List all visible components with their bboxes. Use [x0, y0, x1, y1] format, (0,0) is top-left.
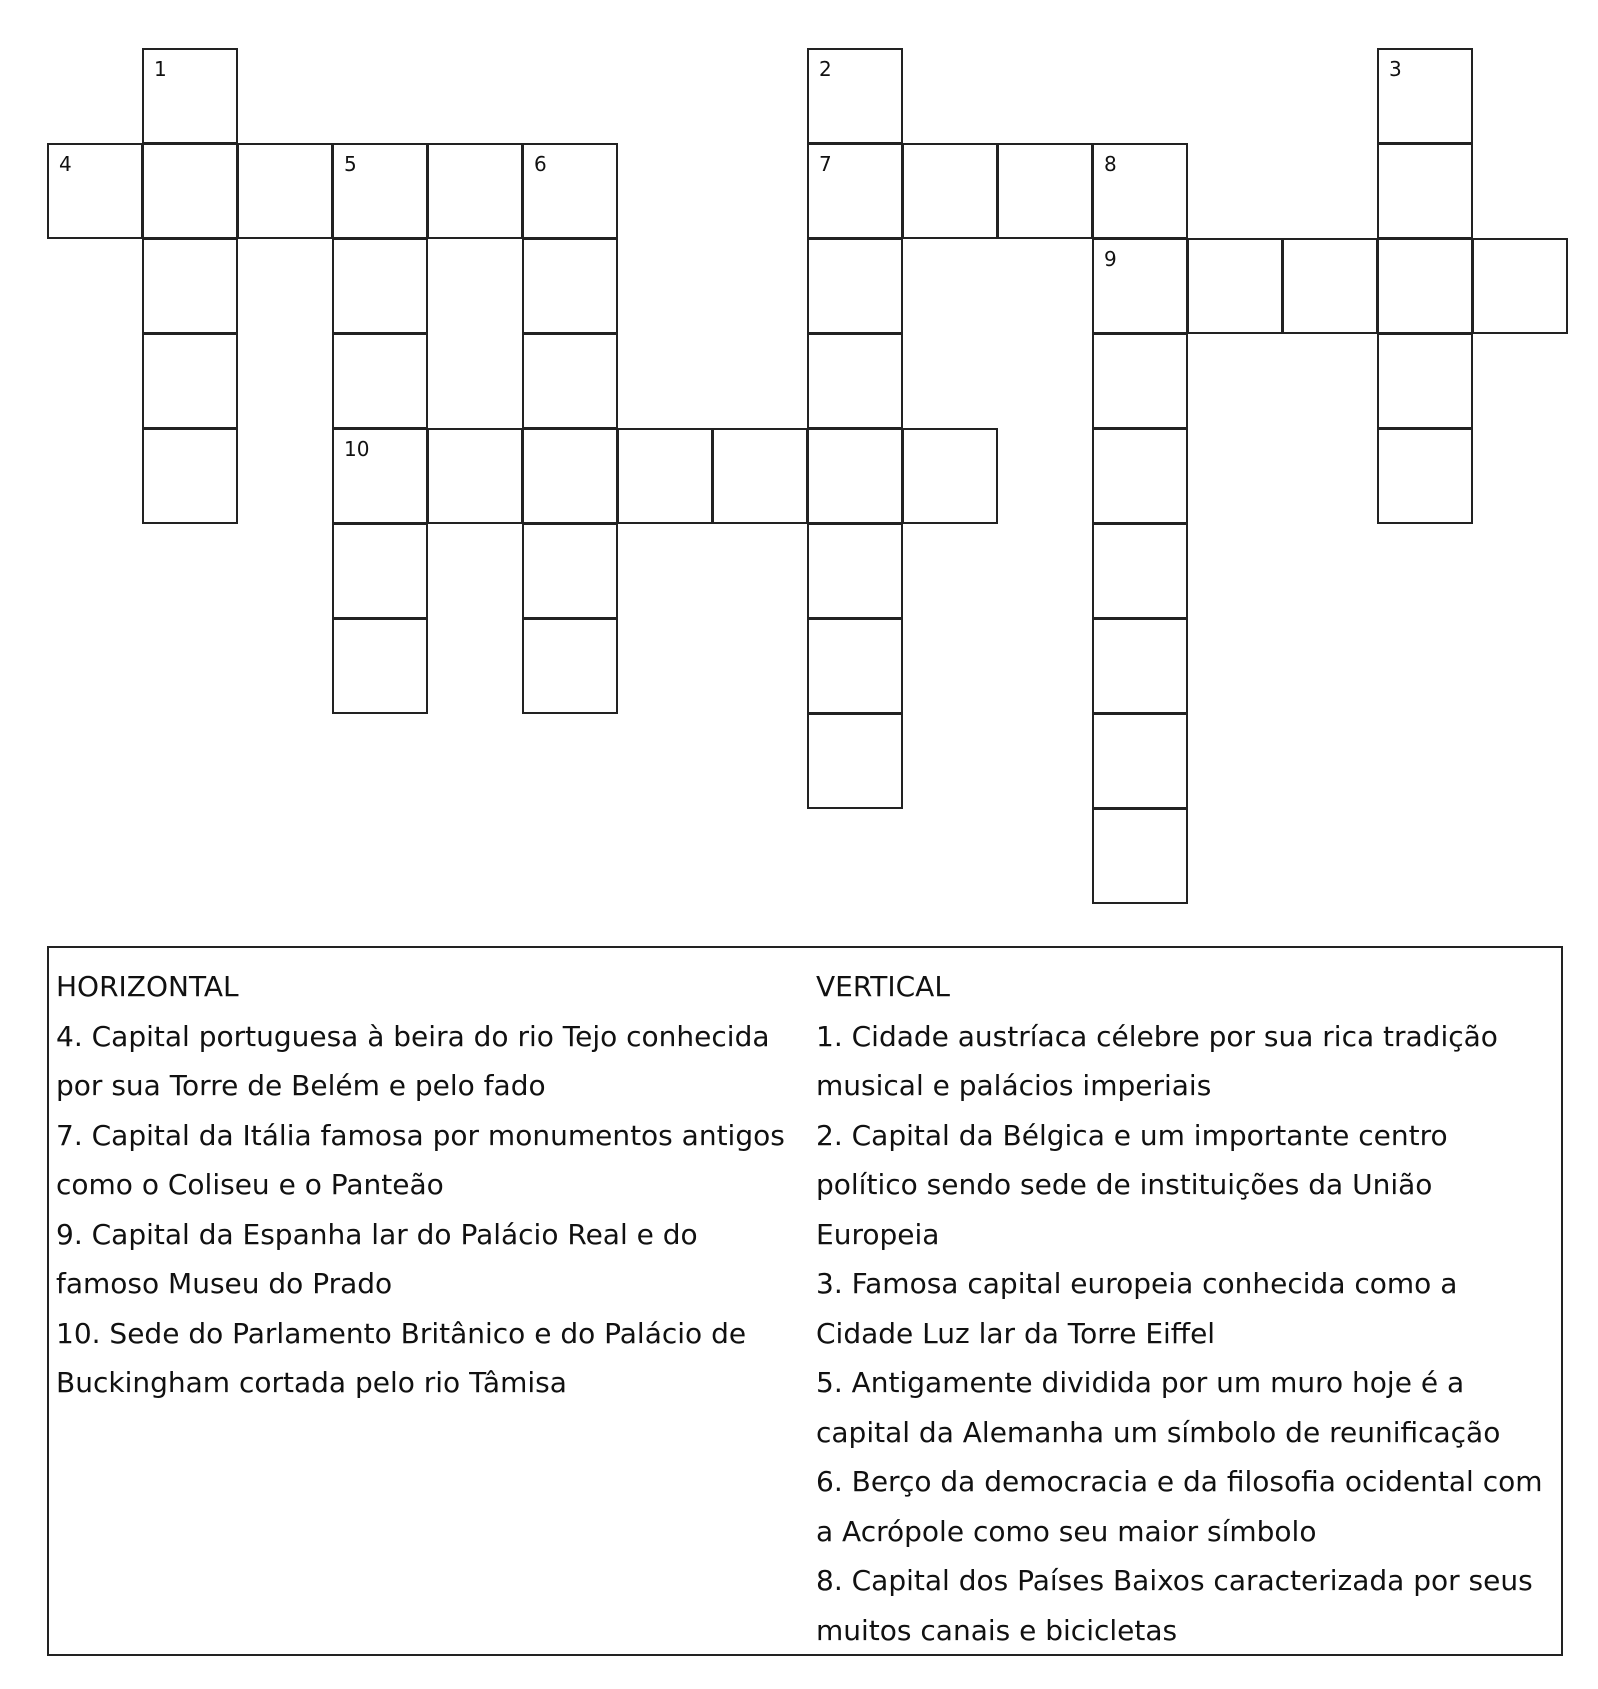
crossword-cell[interactable]	[1092, 238, 1188, 334]
crossword-cell[interactable]	[1472, 238, 1568, 334]
crossword-cell[interactable]	[237, 143, 333, 239]
clue-number: 4	[59, 152, 72, 176]
clue-number: 8	[1104, 152, 1117, 176]
clue-vertical-2: 2. Capital da Bélgica e um importante centro político sendo sede de instituições da União Europeia	[816, 1118, 1448, 1251]
crossword-cell[interactable]	[332, 428, 428, 524]
crossword-cell[interactable]	[1092, 618, 1188, 714]
crossword-cell[interactable]	[1377, 238, 1473, 334]
crossword-cell[interactable]	[332, 143, 428, 239]
crossword-cell[interactable]	[522, 618, 618, 714]
crossword-cell[interactable]	[522, 143, 618, 239]
crossword-cell[interactable]	[142, 143, 238, 239]
crossword-cell[interactable]	[807, 333, 903, 429]
clue-horizontal-9: 9. Capital da Espanha lar do Palácio Real e do famoso Museu do Prado	[56, 1217, 698, 1300]
clue-number: 2	[819, 57, 832, 81]
crossword-cell[interactable]	[902, 428, 998, 524]
vertical-clues	[816, 962, 1556, 1655]
crossword-cell[interactable]	[427, 143, 523, 239]
crossword-cell[interactable]	[1282, 238, 1378, 334]
crossword-cell[interactable]	[807, 713, 903, 809]
crossword-cell[interactable]	[142, 48, 238, 144]
crossword-cell[interactable]	[332, 618, 428, 714]
crossword-cell[interactable]	[332, 238, 428, 334]
crossword-cell[interactable]	[1377, 143, 1473, 239]
clue-horizontal-7: 7. Capital da Itália famosa por monumentos antigos como o Coliseu e o Panteão	[56, 1118, 785, 1201]
crossword-cell[interactable]	[1377, 48, 1473, 144]
crossword-cell[interactable]	[997, 143, 1093, 239]
crossword-cell[interactable]	[807, 238, 903, 334]
crossword-cell[interactable]	[712, 428, 808, 524]
crossword-cell[interactable]	[617, 428, 713, 524]
crossword-cell[interactable]	[1377, 333, 1473, 429]
crossword-cell[interactable]	[522, 428, 618, 524]
crossword-cell[interactable]	[1092, 333, 1188, 429]
crossword-cell[interactable]	[522, 523, 618, 619]
crossword-cell[interactable]	[522, 333, 618, 429]
clue-horizontal-10: 10. Sede do Parlamento Britânico e do Palácio de Buckingham cortada pelo rio Tâmisa	[56, 1316, 747, 1399]
crossword-cell[interactable]	[522, 238, 618, 334]
clue-number: 1	[154, 57, 167, 81]
clue-vertical-6: 6. Berço da democracia e da filosofia ocidental com a Acrópole como seu maior símbolo	[816, 1465, 1543, 1548]
crossword-cell[interactable]	[807, 618, 903, 714]
clues-panel	[47, 946, 1563, 1656]
crossword-cell[interactable]	[902, 143, 998, 239]
horizontal-clues	[56, 962, 796, 1408]
crossword-cell[interactable]	[142, 333, 238, 429]
crossword-cell[interactable]	[1092, 523, 1188, 619]
clue-number: 7	[819, 152, 832, 176]
crossword-cell[interactable]	[47, 143, 143, 239]
horizontal-heading: HORIZONTAL	[56, 970, 239, 1003]
crossword-cell[interactable]	[1092, 143, 1188, 239]
crossword-cell[interactable]	[1187, 238, 1283, 334]
crossword-cell[interactable]	[1377, 428, 1473, 524]
crossword-cell[interactable]	[142, 238, 238, 334]
crossword-cell[interactable]	[332, 523, 428, 619]
clue-number: 3	[1389, 57, 1402, 81]
clue-vertical-5: 5. Antigamente dividida por um muro hoje é a capital da Alemanha um símbolo de reunificação	[816, 1366, 1501, 1449]
clue-vertical-1: 1. Cidade austríaca célebre por sua rica tradição musical e palácios imperiais	[816, 1019, 1498, 1102]
crossword-cell[interactable]	[1092, 713, 1188, 809]
clue-horizontal-4: 4. Capital portuguesa à beira do rio Tejo conhecida por sua Torre de Belém e pelo fado	[56, 1019, 770, 1102]
crossword-cell[interactable]	[1092, 428, 1188, 524]
clue-number: 9	[1104, 247, 1117, 271]
crossword-cell[interactable]	[1092, 808, 1188, 904]
crossword-cell[interactable]	[807, 143, 903, 239]
clue-number: 10	[344, 437, 370, 461]
clue-vertical-3: 3. Famosa capital europeia conhecida como a Cidade Luz lar da Torre Eiffel	[816, 1267, 1458, 1350]
clue-number: 6	[534, 152, 547, 176]
clue-number: 5	[344, 152, 357, 176]
crossword-cell[interactable]	[142, 428, 238, 524]
crossword-cell[interactable]	[807, 523, 903, 619]
crossword-cell[interactable]	[807, 428, 903, 524]
clue-vertical-8: 8. Capital dos Países Baixos caracterizada por seus muitos canais e bicicletas	[816, 1564, 1533, 1647]
crossword-cell[interactable]	[332, 333, 428, 429]
crossword-cell[interactable]	[427, 428, 523, 524]
vertical-heading: VERTICAL	[816, 970, 950, 1003]
crossword-cell[interactable]	[807, 48, 903, 144]
